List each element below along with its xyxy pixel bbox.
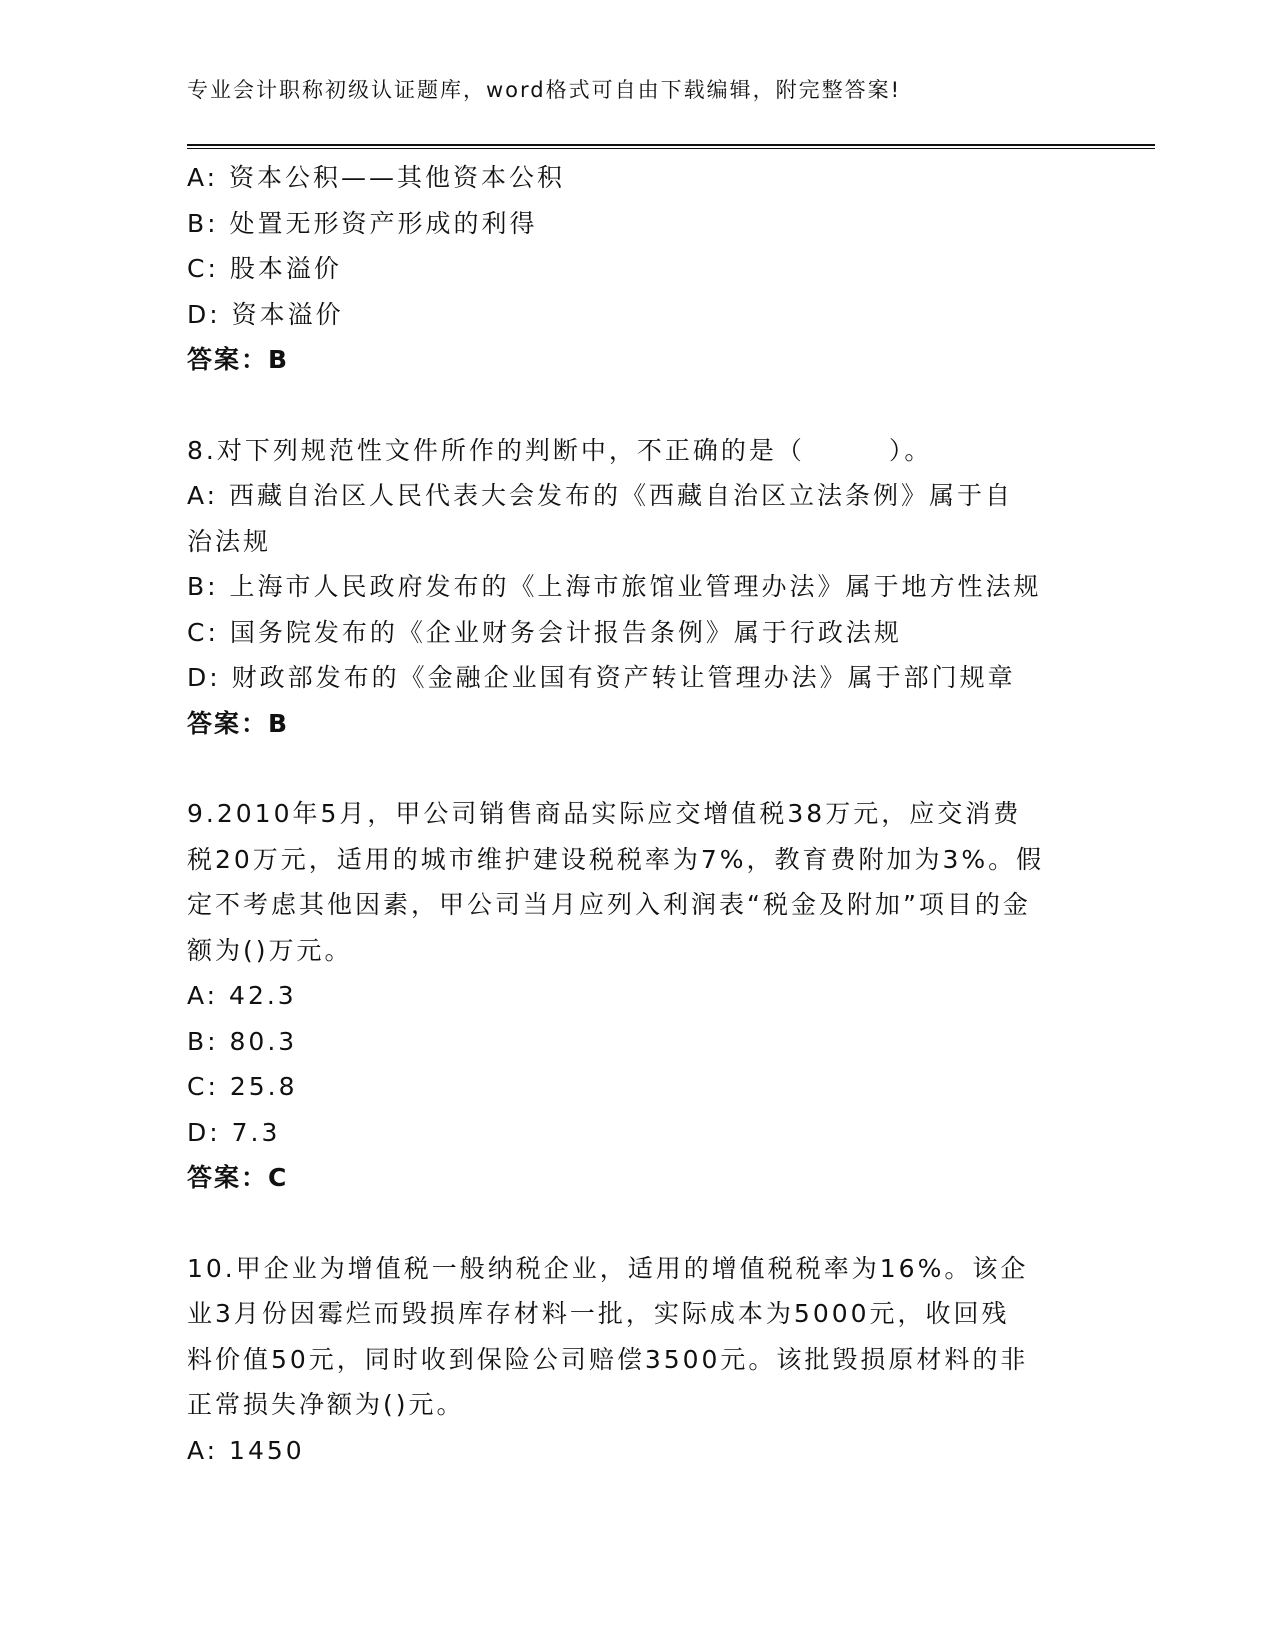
question-stem: 10.甲企业为增值税一般纳税企业，适用的增值税税率为16%。该企业3月份因霉烂而毁损库存材料一批，实际成本为5000元，收回残料价值50元，同时收到保险公司赔偿3500元。该批毁损原材料的非正常损失净额为()元。	[187, 1253, 1029, 1419]
option-a: A: 资本公积——其他资本公积	[187, 163, 566, 192]
page-header: 专业会计职称初级认证题库，word格式可自由下载编辑，附完整答案!	[187, 78, 902, 102]
spacer	[187, 1201, 1087, 1246]
answer: 答案：B	[187, 345, 290, 374]
question-stem: 8.对下列规范性文件所作的判断中，不正确的是（ ）。	[187, 435, 933, 465]
question-stem: 9.2010年5月，甲公司销售商品实际应交增值税38万元，应交消费税20万元，适用的城市维护建设税税率为7%，教育费附加为3%。假定不考虑其他因素，甲公司当月应列入利润表“税金及附加”项目的金额为()万元。	[187, 799, 1045, 965]
option-b: B: 处置无形资产形成的利得	[187, 208, 538, 238]
option-a: A: 42.3	[187, 981, 297, 1010]
option-d: D: 财政部发布的《金融企业国有资产转让管理办法》属于部门规章	[187, 663, 1016, 692]
answer: 答案：B	[187, 708, 290, 738]
question-10	[187, 1246, 1087, 1474]
option-d: D: 资本溢价	[187, 299, 344, 329]
option-c: C: 股本溢价	[187, 254, 342, 283]
option-b: B: 80.3	[187, 1026, 298, 1056]
option-c: C: 25.8	[187, 1072, 298, 1101]
question-7	[187, 155, 1087, 383]
question-content	[187, 155, 1087, 1473]
question-9	[187, 791, 1087, 1201]
option-a: A: 1450	[187, 1435, 305, 1465]
option-a: A: 西藏自治区人民代表大会发布的《西藏自治区立法条例》属于自治法规	[187, 481, 1014, 556]
spacer	[187, 383, 1087, 428]
answer: 答案：C	[187, 1163, 289, 1192]
spacer	[187, 746, 1087, 791]
header-divider	[187, 144, 1155, 149]
question-8	[187, 428, 1087, 747]
option-b: B: 上海市人民政府发布的《上海市旅馆业管理办法》属于地方性法规	[187, 572, 1042, 601]
option-d: D: 7.3	[187, 1117, 281, 1147]
option-c: C: 国务院发布的《企业财务会计报告条例》属于行政法规	[187, 617, 902, 647]
